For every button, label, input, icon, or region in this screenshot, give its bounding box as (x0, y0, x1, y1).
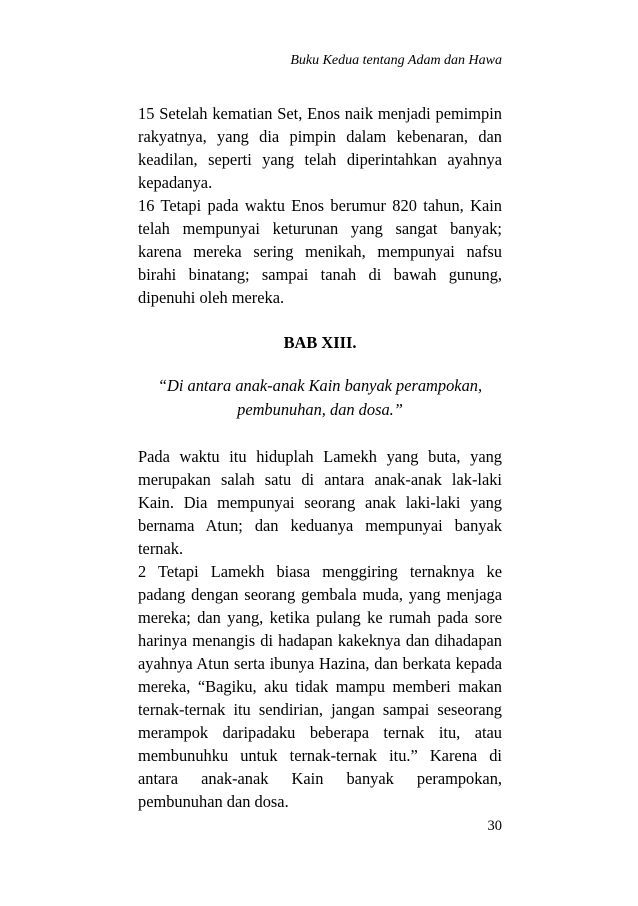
title-spacer (138, 354, 502, 374)
page-body (138, 102, 502, 813)
chapter-title: BAB XIII. (283, 333, 357, 352)
paragraph-15: 15 Setelah kematian Set, Enos naik menjadi pemimpin rakyatnya, yang dia pimpin dalam kebenaran, dan keadilan, seperti yang telah diperintahkan ayahnya kepadanya. (138, 104, 502, 192)
page-number: 30 (487, 818, 502, 834)
section-spacer (138, 309, 502, 331)
running-header: Buku Kedua tentang Adam dan Hawa (290, 53, 502, 68)
epigraph-spacer (138, 422, 502, 445)
paragraph-1: Pada waktu itu hiduplah Lamekh yang buta, yang merupakan salah satu di antara anak-anak lak-laki Kain. Dia mempunyai seorang anak laki-laki yang bernama Atun; dan keduanya mempunyai banyak ternak. (138, 447, 502, 558)
chapter-epigraph: “Di antara anak-anak Kain banyak perampokan, pembunuhan, dan dosa.” (157, 376, 483, 419)
paragraph-2: 2 Tetapi Lamekh biasa menggiring ternaknya ke padang dengan seorang gembala muda, yang menjaga mereka; dan yang, ketika pulang ke rumah pada sore harinya menangis di hadapan kakeknya dan dihadapan ayahnya Atun serta ibunya Hazina, dan berkata kepada mereka, “Bagiku, aku tidak mampu memberi makan ternak-ternak itu sendirian, jangan sampai seseorang merampok daripadaku beberapa ternak itu, atau membunuhku untuk ternak-ternak itu.” Karena di antara anak-anak Kain banyak perampokan, pembunuhan dan dosa. (138, 562, 502, 811)
paragraph-16: 16 Tetapi pada waktu Enos berumur 820 tahun, Kain telah mempunyai keturunan yang sangat banyak; karena mereka sering menikah, mempunyai nafsu birahi binatang; sampai tanah di bawah gunung, dipenuhi oleh mereka. (138, 196, 502, 307)
